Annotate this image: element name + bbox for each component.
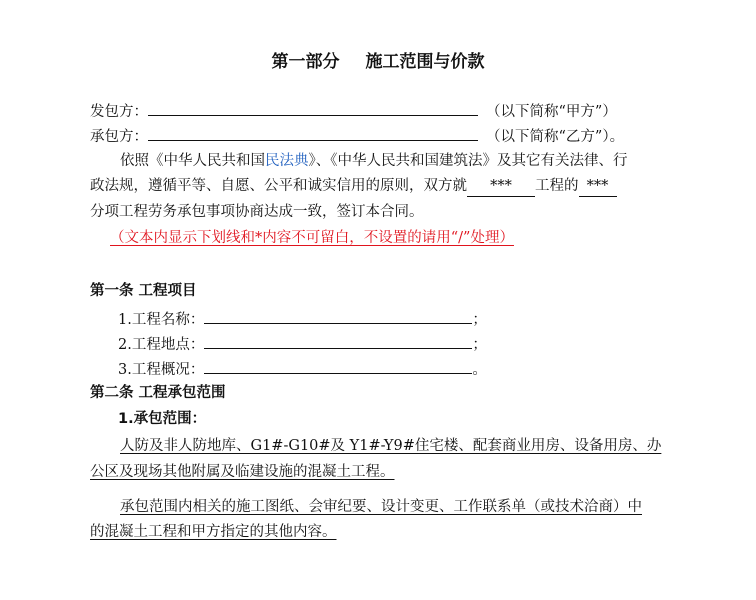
civil-code-link[interactable]: 民法典 [265,153,309,169]
project-location-label: 2.工程地点： [118,337,205,353]
project-overview-field[interactable] [204,357,472,374]
scope-sub-heading: 1.承包范围： [118,411,207,427]
preamble-text-2b: 工程的 [535,178,579,194]
contractor-line [90,124,624,147]
contractor-suffix: （以下简称“乙方”）。 [486,129,625,145]
employer-label: 发包方： [90,104,148,120]
preamble-line-1 [120,151,628,171]
project-overview-row [118,357,487,380]
preamble-line-2 [90,176,617,197]
preamble-line-3: 分项工程劳务承包事项协商达成一致，签订本合同。 [90,204,424,220]
article-1-heading: 第一条 工程项目 [90,283,197,299]
fill-instruction-note: （文本内显示下划线和*内容不可留白，不设置的请用“/”处理） [110,230,514,246]
project-name-label: 1.工程名称： [118,312,205,328]
employer-suffix: （以下简称“甲方”） [486,104,617,120]
employer-blank[interactable] [148,99,478,116]
scope-text-line-1: 人防及非人防地库、G1#-G10#及 Y1#-Y9#住宅楼、配套商业用房、设备用房、办 [120,438,662,454]
project-overview-label: 3.工程概况： [118,362,205,378]
project-name-field[interactable] [204,307,472,324]
project-location-field[interactable] [204,332,472,349]
scope-text-line-4: 的混凝土工程和甲方指定的其他内容。 [90,524,337,540]
project-location-row [118,332,487,355]
contractor-label: 承包方： [90,129,148,145]
project-overview-end: 。 [472,362,487,378]
sub-item-stars[interactable]: *** [579,176,617,197]
title-name: 施工范围与价款 [365,52,485,72]
article-2-heading: 第二条 工程承包范围 [90,385,226,401]
title-part: 第一部分 [271,52,340,72]
preamble-text-1a: 依照《中华人民共和国 [120,153,265,169]
contractor-blank[interactable] [148,124,478,141]
project-name-end: ； [472,312,487,328]
preamble-text-2a: 政法规，遵循平等、自愿、公平和诚实信用的原则，双方就 [90,178,467,194]
page-title [0,47,756,72]
employer-line [90,99,617,122]
project-name-row [118,307,487,330]
project-name-stars[interactable]: *** [467,176,535,197]
project-location-end: ； [472,337,487,353]
preamble-text-1b: 》、《中华人民共和国建筑法》及其它有关法律、行 [308,153,628,169]
scope-text-line-3: 承包范围内相关的施工图纸、会审纪要、设计变更、工作联系单（或技术洽商）中 [120,499,642,515]
scope-text-line-2: 公区及现场其他附属及临建设施的混凝土工程。 [90,464,395,480]
